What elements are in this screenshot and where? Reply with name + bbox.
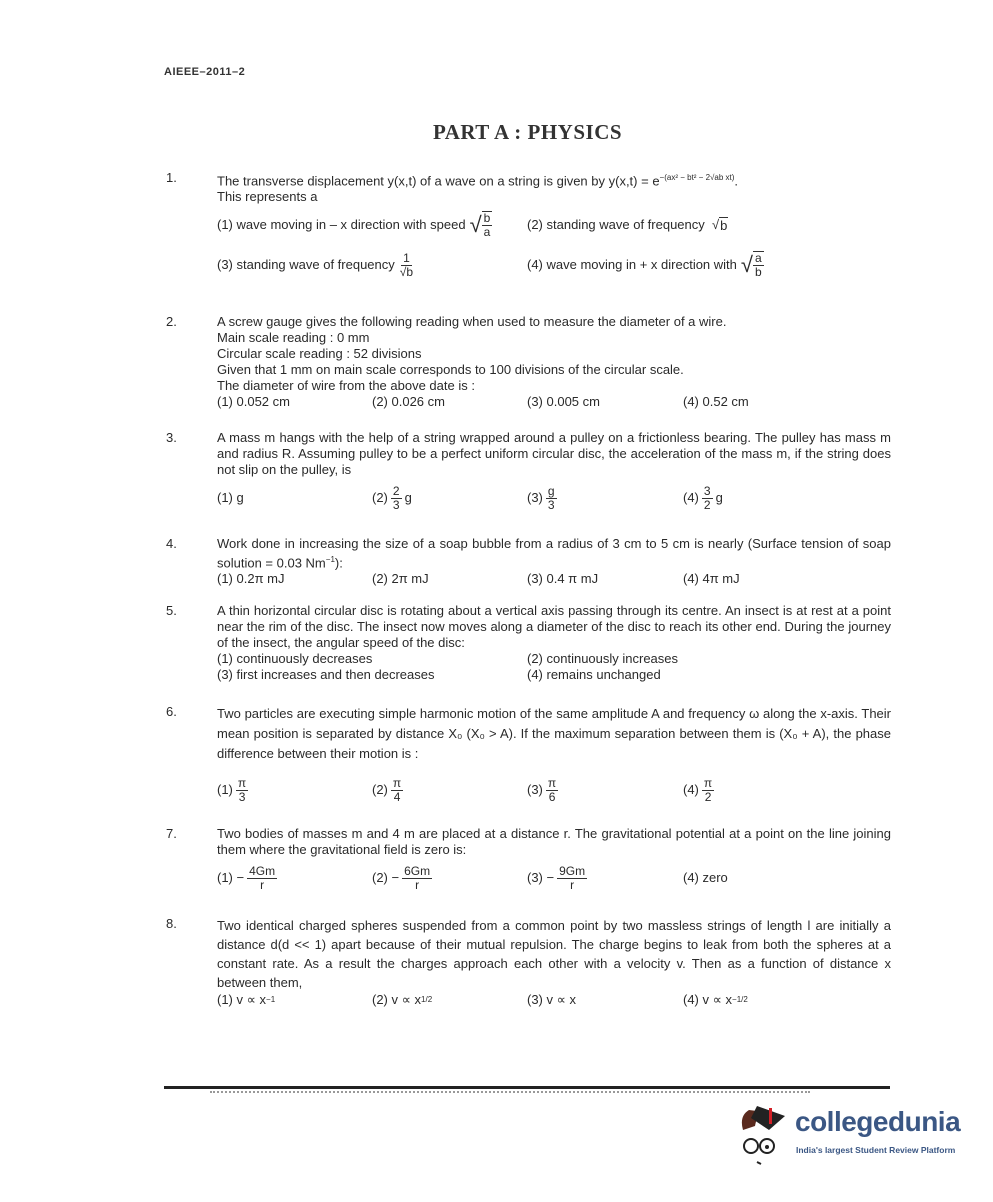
options-row [217, 858, 891, 898]
option-4[interactable]: (4) remains unchanged [527, 667, 661, 682]
question-number: 4. [166, 536, 177, 551]
option-label: (3) v ∝ x [527, 992, 577, 1007]
option-label: (2) v ∝ x [372, 992, 422, 1007]
option-4[interactable]: (4) zero [683, 870, 728, 885]
question-line: The diameter of wire from the above date is : [217, 378, 475, 393]
option-4[interactable]: (4) 4π mJ [683, 571, 740, 587]
denominator: r [260, 877, 265, 892]
question-text: Two particles are executing simple harmonic motion of the same amplitude A and frequency ω along the x-axis. Their mean position is separated by distance X₀ (X₀ > A). If the maximum separation between them is (X₀ + A), the phase difference between their motion is : [217, 706, 891, 761]
question-4 [166, 536, 891, 587]
question-text-end: ): [334, 555, 343, 571]
sqrt-fraction: √ $\frac{a}{b}$ [740, 251, 762, 280]
numerator: a [754, 251, 762, 266]
option-2[interactable] [372, 478, 412, 518]
numerator: 6Gm [404, 863, 431, 878]
denominator: 2 [704, 789, 712, 804]
option-4[interactable]: (4) 0.52 cm [683, 394, 749, 409]
question-text: A mass m hangs with the help of a string wrapped around a pulley on a frictionless bearing. The pulley has mass m and radius R. Assuming pulley to be a perfect uniform circular disc, the acceleration of the mass m, if the string does not slip on the pulley, is [217, 430, 891, 477]
option-3[interactable] [527, 478, 560, 518]
option-2[interactable]: (2) standing wave of frequency √ b [527, 217, 728, 233]
question-text-main: The transverse displacement y(x,t) of a wave on a string is given by y(x,t) = e [217, 173, 660, 189]
option-1[interactable]: (1) 0.2π mJ [217, 571, 285, 587]
option-2[interactable] [372, 858, 435, 898]
question-text: The transverse displacement y(x,t) of a wave on a string is given by $y(x,t) = e^{-(ax^2 - bt^2 - 2√ab xt)}$. [217, 173, 739, 189]
option-label: (1) − [217, 870, 245, 885]
question-number: 1. [166, 170, 177, 185]
question-number: 2. [166, 314, 177, 329]
question-7 [166, 826, 891, 898]
question-text [217, 536, 891, 571]
question-5 [166, 603, 891, 683]
options-row [217, 770, 891, 810]
option-label: (2) standing wave of frequency [527, 217, 705, 233]
question-line: Circular scale reading : 52 divisions [217, 346, 422, 361]
option-label: (3) standing wave of frequency [217, 257, 395, 273]
fraction [557, 865, 587, 892]
option-suffix: g [404, 490, 412, 505]
question-line: A screw gauge gives the following reading when used to measure the diameter of a wire. [217, 314, 727, 329]
numerator: π [392, 775, 402, 790]
question-3 [166, 430, 891, 518]
option-label: (1) wave moving in – x direction with speed [217, 217, 466, 233]
option-label: (3) [527, 490, 543, 505]
option-label: (2) [372, 490, 388, 505]
option-4[interactable] [683, 992, 748, 1008]
question-6 [166, 704, 891, 810]
numerator: 3 [703, 483, 711, 498]
denominator: √b [399, 264, 414, 279]
numerator: 4Gm [249, 863, 276, 878]
question-8 [166, 916, 891, 1008]
question-number: 5. [166, 603, 177, 618]
numerator: g [547, 483, 555, 498]
option-2[interactable]: (2) 2π mJ [372, 571, 429, 587]
question-number: 8. [166, 916, 177, 931]
option-label: (4) [683, 782, 699, 797]
mascot-icon [735, 1100, 793, 1170]
options-row [217, 651, 891, 667]
option-3[interactable]: (3) 0.005 cm [527, 394, 600, 409]
option-suffix: g [715, 490, 723, 505]
option-label: (2) − [372, 870, 400, 885]
option-label: (1) [217, 782, 233, 797]
question-number: 3. [166, 430, 177, 445]
option-2[interactable] [372, 770, 406, 810]
option-label: (4) wave moving in + x direction with [527, 257, 737, 273]
question-text: A thin horizontal circular disc is rotating about a vertical axis passing through its centre. An insect is at rest at a point near the rim of the disc. The insect now moves along a diameter of the disc to reach its other end. During the journey of the insect, the angular speed of the disc: [217, 603, 891, 650]
page-title: PART A : PHYSICS [432, 120, 623, 144]
question-number: 6. [166, 704, 177, 719]
superscript: −1/2 [732, 995, 748, 1004]
fraction [702, 485, 713, 512]
option-1[interactable]: (1) 0.052 cm [217, 394, 290, 409]
option-label: (3) − [527, 870, 555, 885]
denominator: 3 [238, 789, 246, 804]
fraction [398, 252, 415, 279]
option-4[interactable] [683, 770, 717, 810]
option-3[interactable]: (3) 0.4 π mJ [527, 571, 599, 587]
superscript: −1 [266, 995, 276, 1004]
option-1[interactable] [217, 205, 495, 245]
brand-tagline: India's largest Student Review Platform [796, 1145, 956, 1155]
denominator: 2 [703, 497, 711, 512]
question-text: Two identical charged spheres suspended from a common point by two massless strings of length l are initially a distance d(d << 1) apart because of their mutual repulsion. The charge begins to leak from both the spheres at a constant rate. As a result the charges approach each other with a velocity v. Then as a function of distance x between them, [217, 918, 891, 990]
question-line: Given that 1 mm on main scale corresponds to 100 divisions of the circular scale. [217, 362, 684, 377]
option-label: (3) [527, 782, 543, 797]
denominator: 3 [392, 497, 400, 512]
denominator: 4 [393, 789, 401, 804]
footer-address-faded [210, 1091, 810, 1095]
collegedunia-logo[interactable] [735, 1100, 965, 1170]
question-text: Two bodies of masses m and 4 m are placed at a distance r. The gravitational potential at a point on the line joining them where the gravitational field is zero is: [217, 826, 891, 857]
question-line: Main scale reading : 0 mm [217, 330, 370, 345]
option-label: (2) [372, 782, 388, 797]
option-3[interactable] [527, 992, 576, 1008]
fraction [236, 777, 248, 804]
question-text-main: Work done in increasing the size of a soap bubble from a radius of 3 cm to 5 cm is nearly (Surface tension of soap solution = 0.03 Nm [217, 536, 891, 571]
options-row [217, 667, 891, 683]
options-row [217, 394, 891, 410]
denominator: b [754, 265, 762, 280]
numerator: 2 [392, 483, 400, 498]
fraction [702, 777, 714, 804]
option-2[interactable]: (2) 0.026 cm [372, 394, 445, 409]
footer-divider [164, 1086, 890, 1089]
options-row [217, 992, 891, 1008]
numerator: π [703, 775, 713, 790]
fraction [247, 865, 277, 892]
option-3[interactable] [527, 858, 590, 898]
option-label: (4) v ∝ x [683, 992, 733, 1007]
fraction [391, 485, 402, 512]
question-1 [166, 170, 891, 285]
exponent: −(ax² − bt² − 2√ab xt) [659, 173, 735, 182]
sqrt-fraction: √ $\frac{b}{a}$ [469, 211, 491, 240]
option-2[interactable]: (2) continuously increases [527, 651, 679, 666]
option-3[interactable] [527, 770, 561, 810]
fraction [402, 865, 432, 892]
option-2[interactable] [372, 992, 432, 1008]
numerator: π [547, 775, 557, 790]
numerator: 1 [403, 250, 410, 265]
option-3[interactable]: (3) first increases and then decreases [217, 667, 435, 682]
question-text-line2: This represents a [217, 189, 318, 205]
options-row [217, 245, 891, 285]
option-4[interactable] [527, 245, 767, 285]
denominator: 3 [547, 497, 555, 512]
option-1[interactable] [217, 858, 280, 898]
denominator: 6 [548, 789, 556, 804]
superscript: 1/2 [421, 995, 433, 1004]
numerator: 9Gm [559, 863, 586, 878]
option-1[interactable] [217, 992, 275, 1008]
denominator: a [483, 225, 491, 240]
denominator: r [570, 877, 575, 892]
question-2 [166, 314, 891, 410]
superscript: −1 [325, 555, 335, 564]
options-row [217, 478, 891, 518]
options-row [217, 205, 891, 245]
option-4[interactable] [683, 478, 723, 518]
option-3[interactable] [217, 245, 418, 285]
fraction [546, 485, 557, 512]
denominator: r [415, 877, 420, 892]
numerator: π [237, 775, 247, 790]
question-number: 7. [166, 826, 177, 841]
numerator: b [483, 211, 491, 226]
options-row [217, 571, 891, 587]
brand-name: collegedunia [795, 1106, 961, 1137]
exam-code: AIEEE–2011–2 [164, 66, 246, 78]
option-1[interactable]: (1) continuously decreases [217, 651, 373, 666]
sqrt-value: b [720, 217, 728, 233]
fraction [391, 777, 403, 804]
option-label: (4) [683, 490, 699, 505]
option-1[interactable] [217, 770, 251, 810]
option-1[interactable]: (1) g [217, 490, 244, 505]
fraction [546, 777, 558, 804]
option-label: (1) v ∝ x [217, 992, 267, 1007]
